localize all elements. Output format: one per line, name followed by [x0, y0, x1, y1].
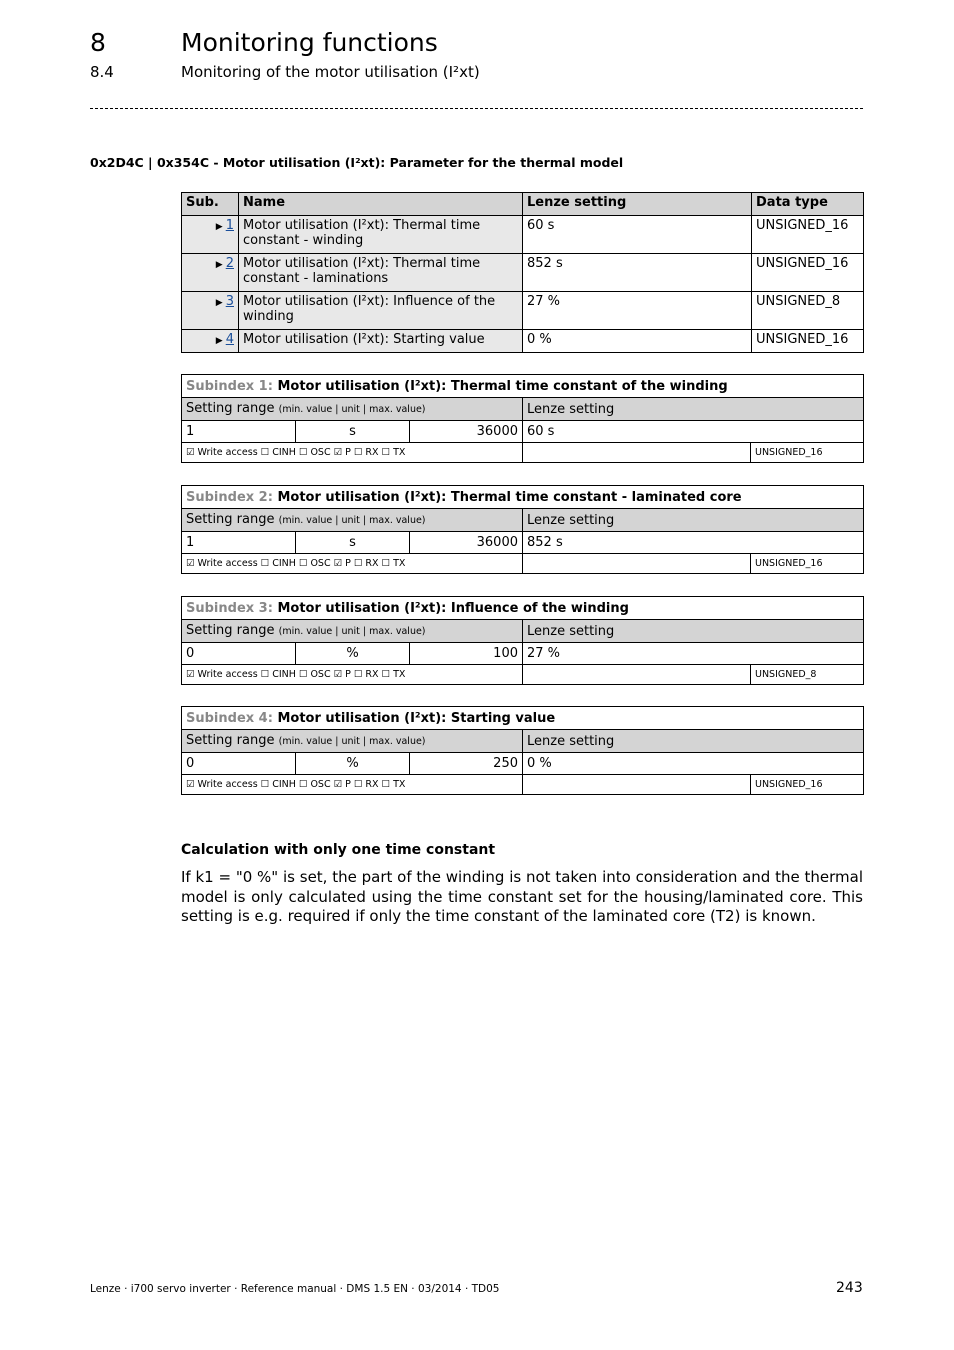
expand-arrow-icon[interactable]: ▶ [215, 336, 223, 346]
unit-value: % [296, 643, 410, 665]
lenze-cell: 0 % [523, 330, 752, 353]
unit-value: % [296, 753, 410, 775]
min-value: 0 [182, 643, 296, 665]
lenze-cell: 27 % [523, 292, 752, 330]
sub-cell [182, 292, 239, 330]
section-title: Monitoring of the motor utilisation (I²xt) [181, 63, 480, 81]
sub-cell [182, 330, 239, 353]
type-cell: UNSIGNED_8 [752, 292, 864, 330]
subindex-title [182, 597, 864, 620]
access-flags: ☑ Write access ☐ CINH ☐ OSC ☑ P ☐ RX ☐ TX [182, 554, 523, 574]
col-lenze: Lenze setting [523, 193, 752, 216]
expand-arrow-icon[interactable]: ▶ [215, 298, 223, 308]
overview-table [181, 192, 864, 353]
access-flags: ☑ Write access ☐ CINH ☐ OSC ☑ P ☐ RX ☐ TX [182, 665, 523, 685]
sub-link-4[interactable]: 4 [225, 332, 234, 347]
empty-cell [523, 665, 751, 685]
max-value: 250 [410, 753, 523, 775]
lenze-setting-header: Lenze setting [523, 620, 864, 643]
subindex-title [182, 486, 864, 509]
name-cell: Motor utilisation (I²xt): Influence of the winding [239, 292, 523, 330]
empty-cell [523, 554, 751, 574]
setting-range-hint: (min. value | unit | max. value) [278, 626, 426, 637]
setting-range-hint: (min. value | unit | max. value) [278, 736, 426, 747]
setting-range-header [182, 730, 523, 753]
min-value: 1 [182, 532, 296, 554]
lenze-value: 0 % [523, 753, 864, 775]
setting-range-header [182, 620, 523, 643]
max-value: 36000 [410, 532, 523, 554]
footer-text: Lenze · i700 servo inverter · Reference manual · DMS 1.5 EN · 03/2014 · TD05 [90, 1283, 500, 1295]
lenze-cell: 60 s [523, 216, 752, 254]
type-cell: UNSIGNED_16 [752, 330, 864, 353]
chapter-title: Monitoring functions [181, 28, 438, 57]
type-cell: UNSIGNED_16 [752, 216, 864, 254]
subindex-4-box [181, 706, 864, 795]
setting-range-label: Setting range [186, 401, 275, 416]
access-flags: ☑ Write access ☐ CINH ☐ OSC ☑ P ☐ RX ☐ TX [182, 775, 523, 795]
overview-header-row [182, 193, 864, 216]
setting-range-hint: (min. value | unit | max. value) [278, 404, 426, 415]
sub-link-3[interactable]: 3 [225, 294, 234, 309]
section-number: 8.4 [90, 63, 114, 81]
page-number: 243 [836, 1280, 863, 1296]
sub-cell [182, 254, 239, 292]
data-type: UNSIGNED_16 [751, 775, 864, 795]
subindex-title [182, 375, 864, 398]
subindex-3-box [181, 596, 864, 685]
col-name: Name [239, 193, 523, 216]
data-type: UNSIGNED_16 [751, 443, 864, 463]
lenze-setting-header: Lenze setting [523, 398, 864, 421]
table-row [182, 254, 864, 292]
subindex-1-box [181, 374, 864, 463]
setting-range-label: Setting range [186, 512, 275, 527]
max-value: 36000 [410, 421, 523, 443]
setting-range-hint: (min. value | unit | max. value) [278, 515, 426, 526]
max-value: 100 [410, 643, 523, 665]
sub-cell [182, 216, 239, 254]
chapter-number: 8 [90, 28, 106, 57]
subindex-title [182, 707, 864, 730]
lenze-setting-header: Lenze setting [523, 730, 864, 753]
min-value: 1 [182, 421, 296, 443]
empty-cell [523, 775, 751, 795]
subindex-name: Motor utilisation (I²xt): Starting value [277, 710, 556, 726]
subindex-name: Motor utilisation (I²xt): Influence of the winding [277, 600, 629, 616]
expand-arrow-icon[interactable]: ▶ [215, 222, 223, 232]
unit-value: s [296, 421, 410, 443]
subindex-name: Motor utilisation (I²xt): Thermal time constant of the winding [277, 378, 728, 394]
calculation-paragraph: If k1 = "0 %" is set, the part of the winding is not taken into consideration and the thermal model is only calculated using the time constant set for the housing/laminated core. This setting is e.g. required if only the time constant of the laminated core (T2) is known. [181, 868, 863, 925]
access-flags: ☑ Write access ☐ CINH ☐ OSC ☑ P ☐ RX ☐ TX [182, 443, 523, 463]
name-cell: Motor utilisation (I²xt): Thermal time constant - winding [239, 216, 523, 254]
table-row [182, 330, 864, 353]
subindex-label: Subindex 3: [186, 600, 273, 616]
name-cell: Motor utilisation (I²xt): Thermal time constant - laminations [239, 254, 523, 292]
setting-range-label: Setting range [186, 733, 275, 748]
table-row [182, 292, 864, 330]
empty-cell [523, 443, 751, 463]
lenze-setting-header: Lenze setting [523, 509, 864, 532]
table-row [182, 216, 864, 254]
min-value: 0 [182, 753, 296, 775]
expand-arrow-icon[interactable]: ▶ [215, 260, 223, 270]
lenze-value: 852 s [523, 532, 864, 554]
subindex-2-box [181, 485, 864, 574]
lenze-value: 27 % [523, 643, 864, 665]
header-divider [90, 108, 863, 109]
calculation-heading: Calculation with only one time constant [181, 842, 496, 858]
subindex-name: Motor utilisation (I²xt): Thermal time constant - laminated core [277, 489, 742, 505]
subindex-label: Subindex 2: [186, 489, 273, 505]
lenze-cell: 852 s [523, 254, 752, 292]
setting-range-header [182, 509, 523, 532]
setting-range-label: Setting range [186, 623, 275, 638]
col-sub: Sub. [182, 193, 239, 216]
subindex-label: Subindex 4: [186, 710, 273, 726]
type-cell: UNSIGNED_16 [752, 254, 864, 292]
parameter-heading: 0x2D4C | 0x354C - Motor utilisation (I²xt): Parameter for the thermal model [90, 155, 624, 170]
data-type: UNSIGNED_16 [751, 554, 864, 574]
sub-link-2[interactable]: 2 [225, 256, 234, 271]
name-cell: Motor utilisation (I²xt): Starting value [239, 330, 523, 353]
subindex-label: Subindex 1: [186, 378, 273, 394]
unit-value: s [296, 532, 410, 554]
col-type: Data type [752, 193, 864, 216]
setting-range-header [182, 398, 523, 421]
data-type: UNSIGNED_8 [751, 665, 864, 685]
lenze-value: 60 s [523, 421, 864, 443]
sub-link-1[interactable]: 1 [225, 218, 234, 233]
